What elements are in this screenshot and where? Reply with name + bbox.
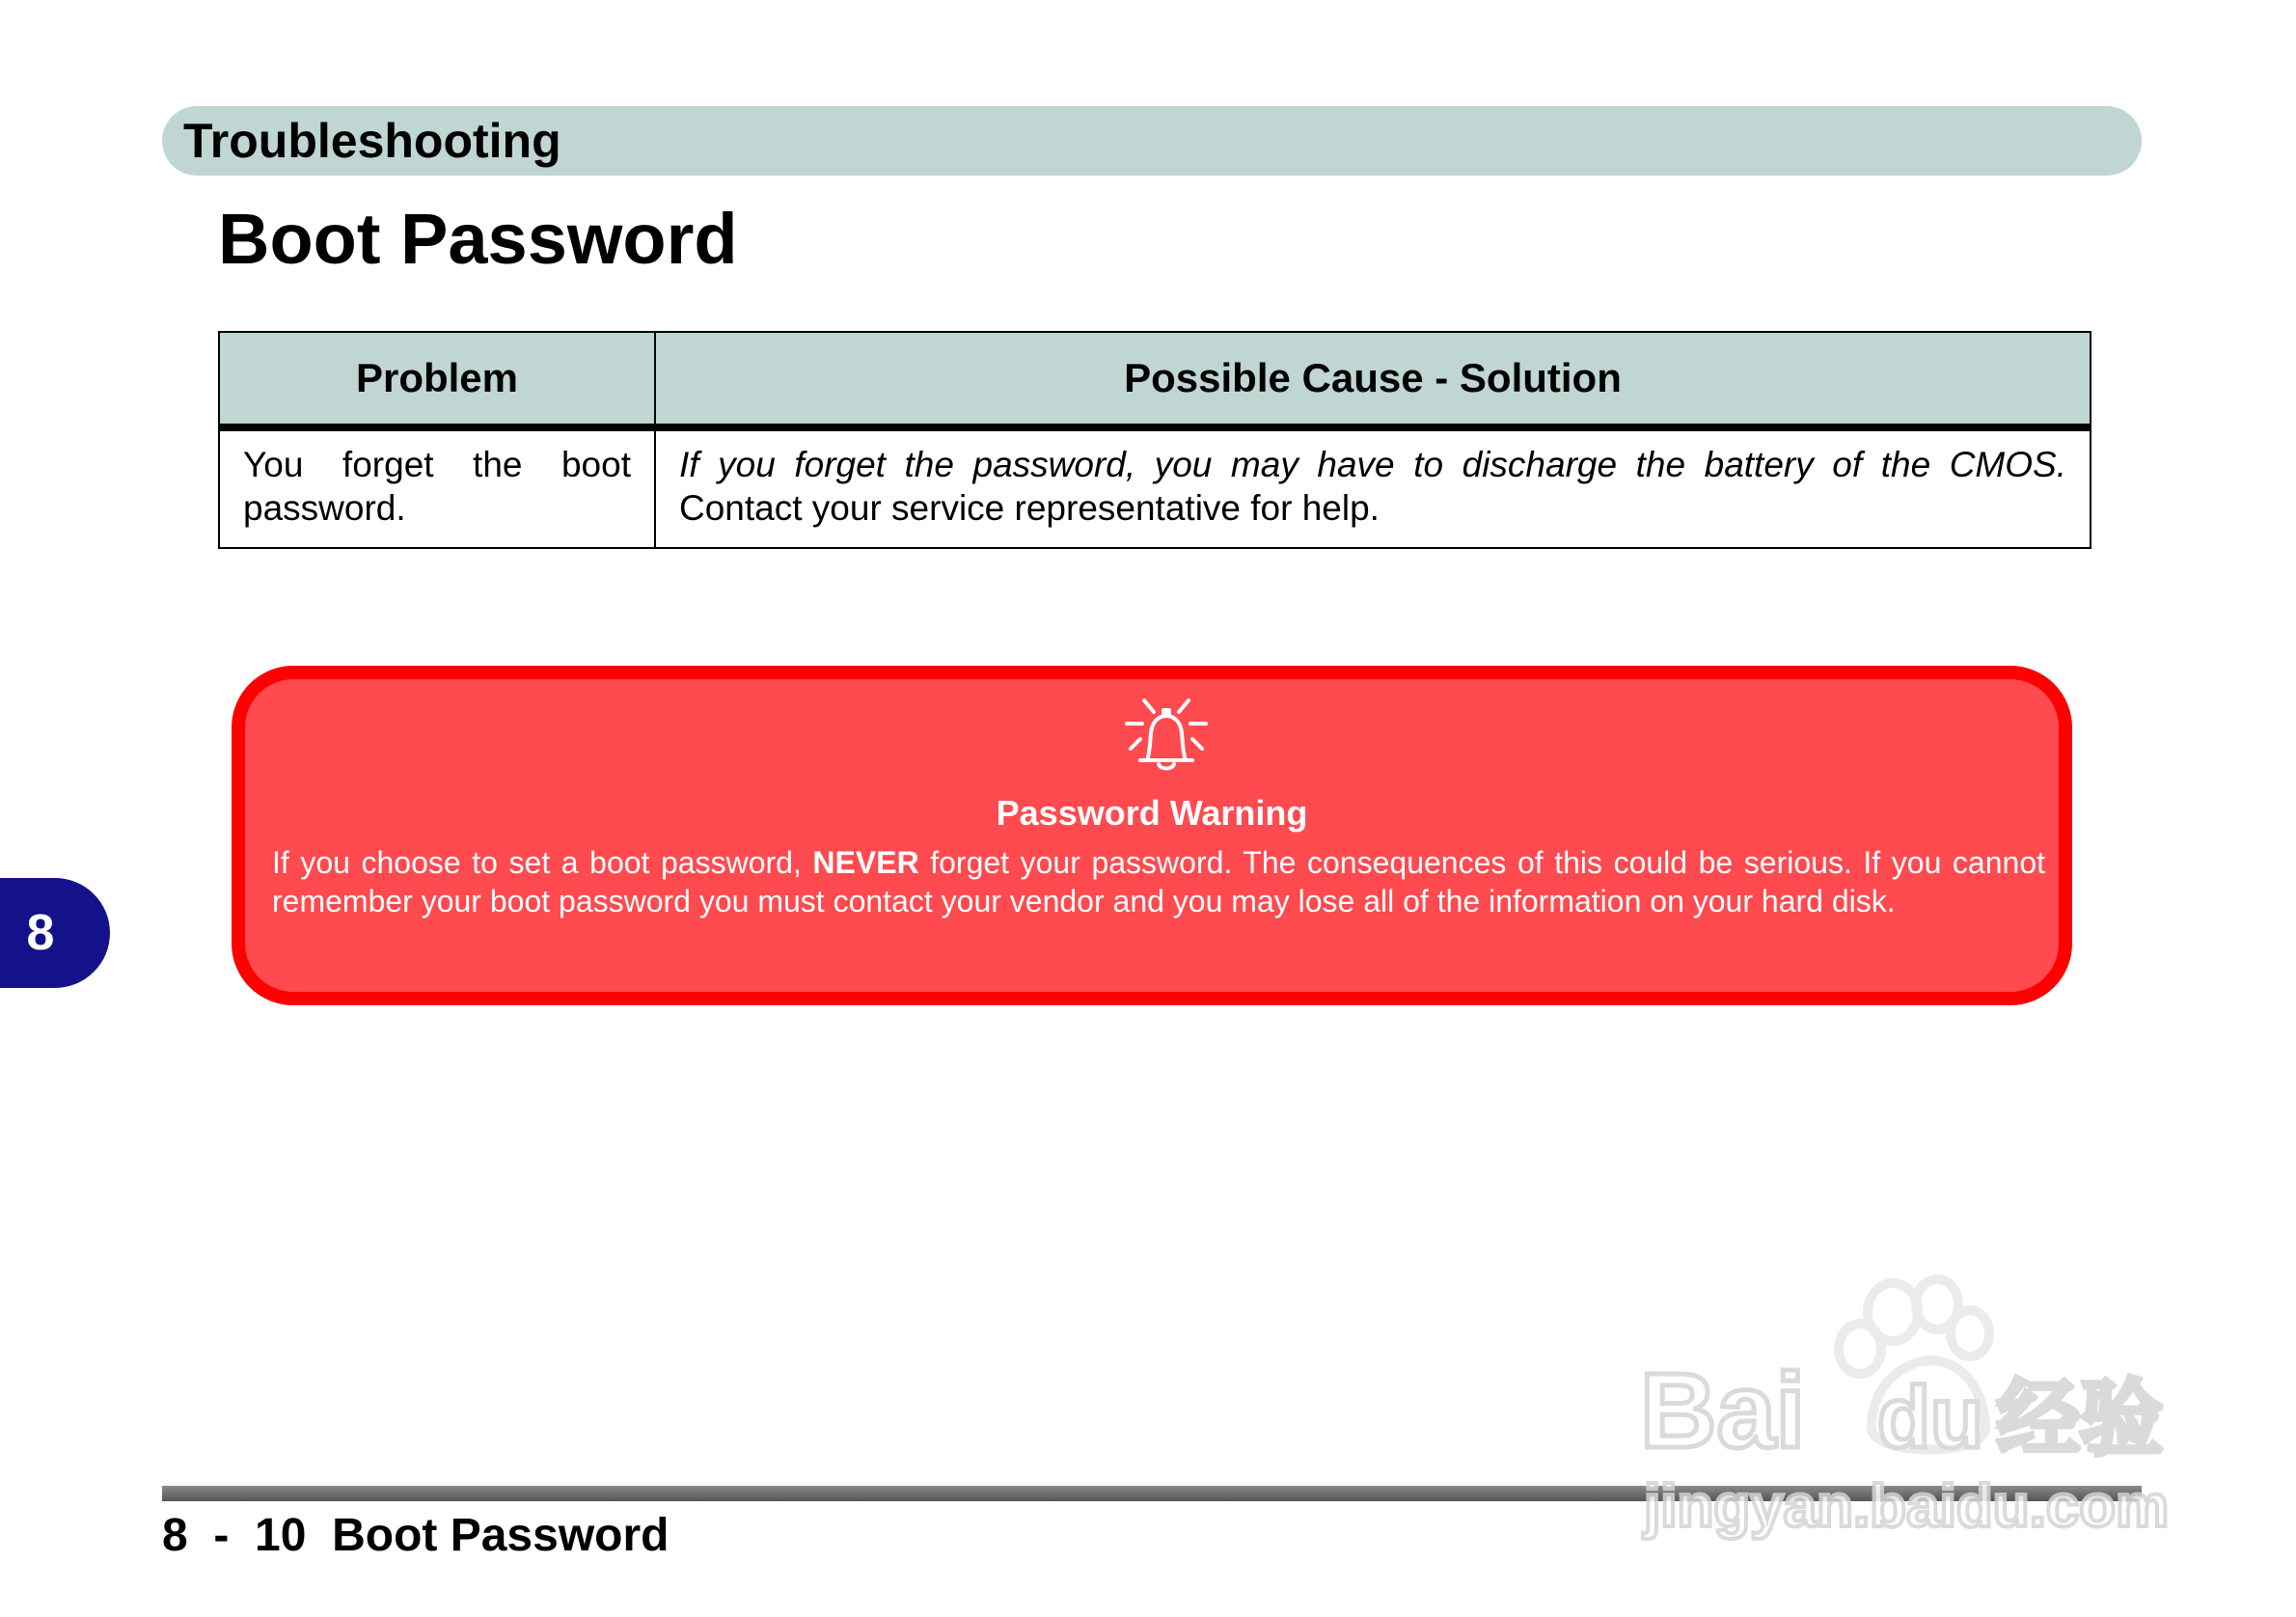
table-header-row (219, 332, 2091, 427)
solution-italic-text: If you forget the password, you may have to discharge the battery of the CMOS. (679, 445, 2066, 484)
column-header-solution: Possible Cause - Solution (655, 332, 2091, 427)
page-title: Boot Password (218, 199, 738, 279)
svg-text:经验: 经验 (1997, 1371, 2163, 1467)
chapter-tab: 8 (0, 878, 110, 988)
footer-page-reference: 8 - 10 Boot Password (162, 1510, 670, 1561)
solution-cell (655, 427, 2091, 548)
column-header-problem: Problem (219, 332, 655, 427)
problem-cell: You forget the boot password. (219, 427, 655, 548)
password-warning-box (232, 666, 2072, 1005)
section-header-bar (162, 106, 2142, 176)
baidu-watermark-logo (1630, 1274, 2171, 1544)
warning-never-emphasis: NEVER (812, 845, 919, 880)
section-title: Troubleshooting (183, 114, 561, 168)
bell-alert-icon (1113, 695, 1219, 776)
warning-text-end: forget your password. The consequences of this could be serious. If you cannot remember your boot password you must contact your vendor and you may lose all of the information on your hard disk. (272, 845, 2046, 918)
warning-title: Password Warning (996, 793, 1308, 833)
warning-text-start: If you choose to set a boot password, (272, 845, 813, 880)
svg-text:du: du (1877, 1370, 1983, 1466)
svg-text:Bai: Bai (1640, 1352, 1806, 1470)
solution-plain-text: Contact your service representative for help. (679, 488, 1380, 528)
svg-text:jingyan.baidu.com: jingyan.baidu.com (1644, 1473, 2170, 1540)
table-row (219, 427, 2091, 548)
troubleshooting-table (218, 331, 2091, 549)
warning-text (272, 843, 2045, 920)
